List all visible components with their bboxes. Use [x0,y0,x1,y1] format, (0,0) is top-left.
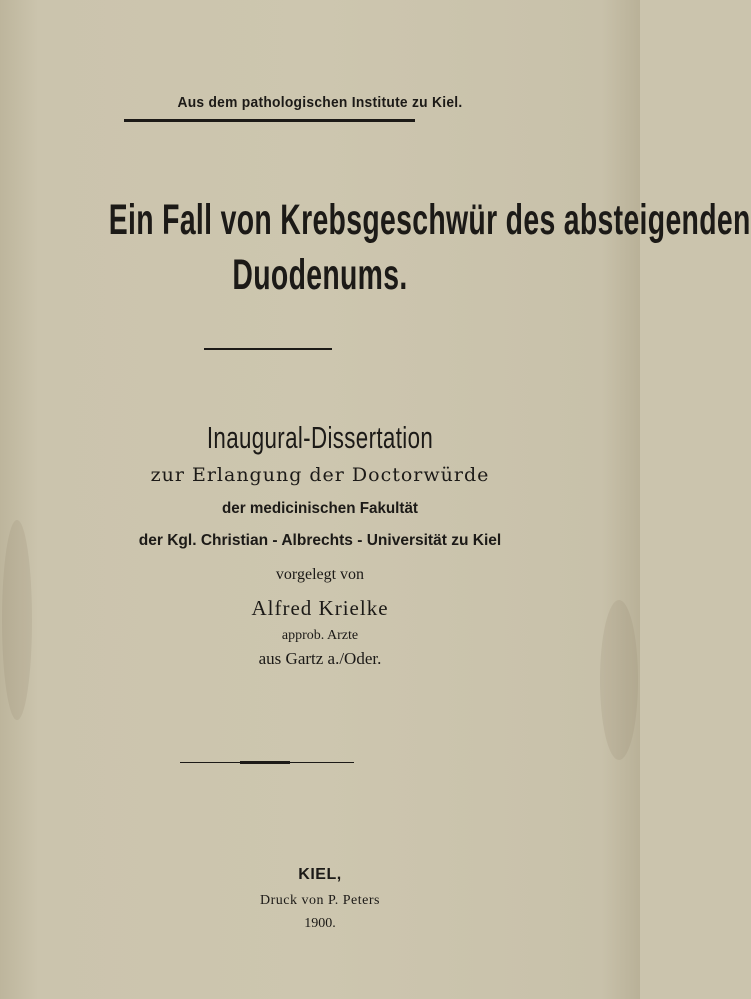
title-rule [204,348,332,350]
institute-heading: Aus dem pathologischen Institute zu Kiel. [177,94,463,111]
dissertation-heading: Inaugural-Dissertation [206,420,434,455]
author-origin: aus Gartz a./Oder. [258,649,382,668]
paper-stain [600,600,638,760]
imprint-year: 1900. [304,916,336,931]
faculty-line: der medicinischen Fakultät [222,500,418,517]
submitted-by: vorgelegt von [275,566,365,583]
author-title: approb. Arzte [281,628,359,643]
header-rule [124,119,415,122]
title-line-1: Ein Fall von Krebsgeschwür des absteigenden [108,196,751,244]
dissertation-purpose: zur Erlangung der Doctorwürde [150,464,490,486]
imprint-city: KIEL, [298,866,342,883]
university-line: der Kgl. Christian - Albrechts - Universität zu Kiel [138,532,502,549]
imprint-printer: Druck von P. Peters [260,893,380,908]
title-line-2: Duodenums. [232,251,408,299]
author-name: Alfred Krielke [251,596,389,620]
imprint-rule-accent [240,761,290,764]
